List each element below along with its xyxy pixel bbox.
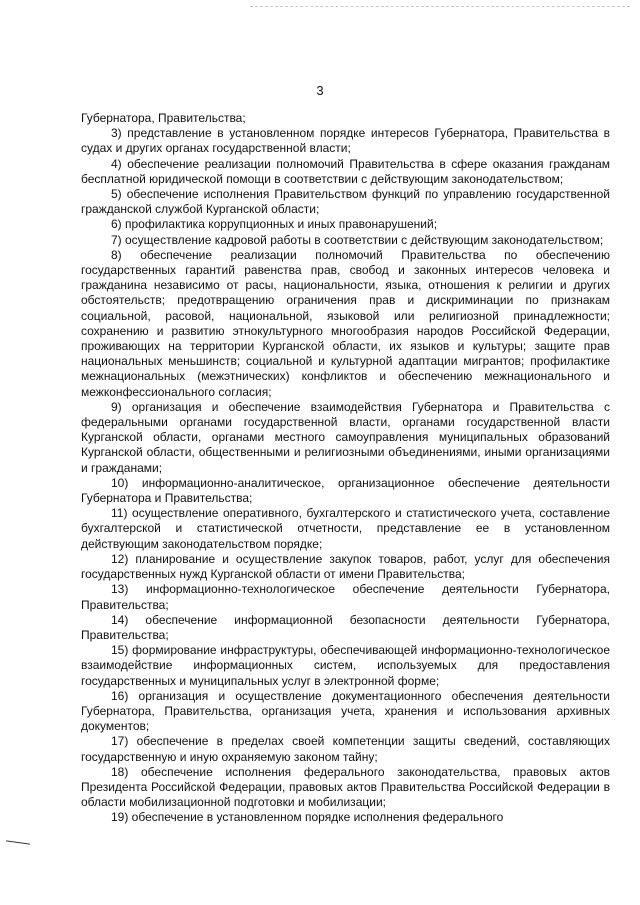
paragraph-item-7: 7) осуществление кадровой работы в соответствии с действующим законодательством; bbox=[111, 232, 604, 247]
scan-top-rule bbox=[250, 6, 630, 7]
document-body bbox=[81, 111, 610, 826]
paragraph-item-3: 3) представление в установленном порядке интересов Губернатора, Правительства в судах и других органах государственной власти; bbox=[81, 126, 610, 156]
paragraph-item-5: 5) обеспечение исполнения Правительством функций по управлению государственной гражданской службой Курганской области; bbox=[81, 187, 610, 217]
paragraph-item-18: 18) обеспечение исполнения федерального законодательства, правовых актов Президента Российской Федерации, правовых актов Правительства Российской Федерации в области мобилизационной подготовки и мобилизации; bbox=[81, 764, 610, 810]
paragraph-item-14: 14) обеспечение информационной безопасности деятельности Губернатора, Правительства; bbox=[81, 612, 610, 642]
paragraph-item-9: 9) организация и обеспечение взаимодействия Губернатора и Правительства с федеральными органами государственной власти, органами государственной власти Курганской области, органами местного самоуправления муниципальных образований Курганской области, общественными и религиозными объединениями, иными организациями и гражданами; bbox=[81, 399, 610, 475]
margin-mark bbox=[6, 840, 30, 844]
paragraph-continuation: Губернатора, Правительства; bbox=[81, 111, 246, 125]
paragraph-item-6: 6) профилактика коррупционных и иных правонарушений; bbox=[111, 217, 438, 232]
paragraph-item-8: 8) обеспечение реализации полномочий Правительства по обеспечению государственных гарантий равенства прав, свобод и законных интересов человека и гражданина независимо от расы, национальности, языка, отношения к религии и других обстоятельств; предотвращению ограничения прав и дискриминации по признакам социальной, расовой, национальной, языковой или религиозной принадлежности; сохранению и развитию этнокультурного многообразия народов Российской Федерации, проживающих на территории Курганской области, их языков и культуры; защите прав национальных меньшинств; социальной и культурной адаптации мигрантов; профилактике межнациональных (межэтнических) конфликтов и обеспечению межнационального и межконфессионального согласия; bbox=[81, 247, 610, 399]
paragraph-item-15: 15) формирование инфраструктуры, обеспечивающей информационно-технологическое взаимодействие информационных систем, используемых для предоставления государственных и муниципальных услуг в электронной форме; bbox=[81, 643, 610, 688]
paragraph-item-12: 12) планирование и осуществление закупок товаров, работ, услуг для обеспечения государственных нужд Курганской области от имени Правительства; bbox=[81, 551, 610, 582]
paragraph-item-13: 13) информационно-технологическое обеспечение деятельности Губернатора, Правительства; bbox=[81, 582, 610, 612]
page-number: 3 bbox=[316, 83, 324, 98]
paragraph-item-4: 4) обеспечение реализации полномочий Правительства в сфере оказания гражданам бесплатной юридической помощи в соответствии с действующим законодательством; bbox=[81, 156, 610, 186]
paragraph-item-17: 17) обеспечение в пределах своей компетенции защиты сведений, составляющих государственную и иную охраняемую законом тайну; bbox=[81, 734, 610, 764]
paragraph-item-10: 10) информационно-аналитическое, организационное обеспечение деятельности Губернатора и Правительства; bbox=[81, 475, 610, 506]
paragraph-item-16: 16) организация и осуществление документационного обеспечения деятельности Губернатора, Правительства, организация учета, хранения и использования архивных документов; bbox=[81, 688, 610, 734]
paragraph-item-19: 19) обеспечение в установленном порядке исполнения федерального bbox=[111, 810, 504, 825]
paragraph-item-11: 11) осуществление оперативного, бухгалтерского и статистического учета, составление бухгалтерской и статистической отчетности, представление ее в установленном действующим законодательством порядке; bbox=[81, 506, 610, 551]
